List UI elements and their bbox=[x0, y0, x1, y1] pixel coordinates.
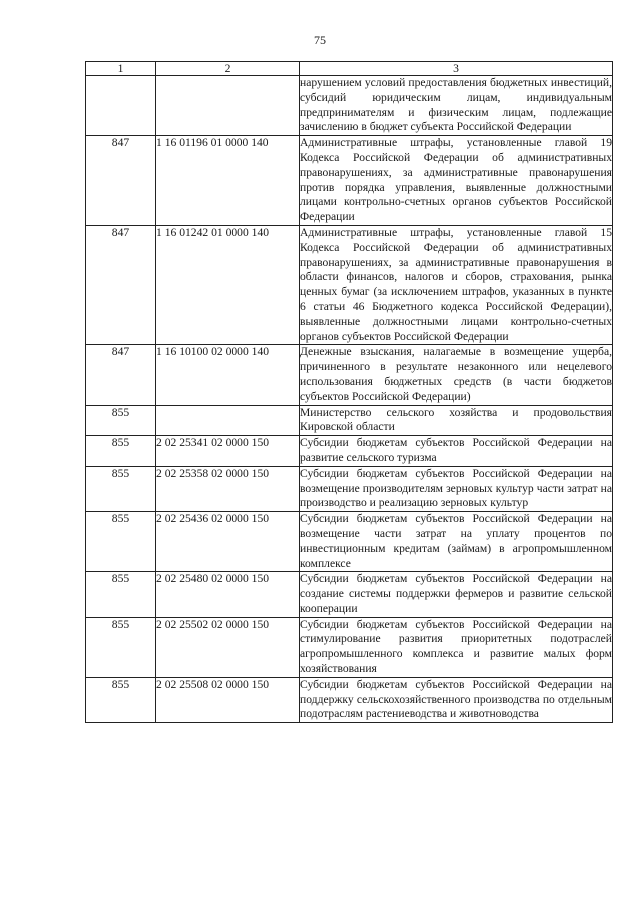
description-cell: нарушением условий предоставления бюджетных инвестиций, субсидий юридическим лицам, индивидуальным предпринимателям и физическим лицам, подлежащие зачислению в бюджет субъекта Российской Федерации bbox=[300, 76, 613, 136]
admin-code-cell: 855 bbox=[86, 405, 156, 436]
admin-code-cell: 855 bbox=[86, 466, 156, 511]
admin-code-cell: 855 bbox=[86, 512, 156, 572]
budget-code-cell: 2 02 25508 02 0000 150 bbox=[156, 677, 300, 722]
description-cell: Субсидии бюджетам субъектов Российской Федерации на развитие сельского туризма bbox=[300, 436, 613, 467]
admin-code-cell bbox=[86, 76, 156, 136]
table-row bbox=[86, 572, 613, 617]
page-number: 75 bbox=[314, 33, 326, 47]
description-cell: Субсидии бюджетам субъектов Российской Федерации на поддержку сельскохозяйственного производства по отдельным подотраслям растениеводства и животноводства bbox=[300, 677, 613, 722]
budget-code-cell: 2 02 25480 02 0000 150 bbox=[156, 572, 300, 617]
description-cell: Министерство сельского хозяйства и продовольствия Кировской области bbox=[300, 405, 613, 436]
admin-code-cell: 855 bbox=[86, 677, 156, 722]
table-row bbox=[86, 617, 613, 677]
column-header-3: 3 bbox=[300, 62, 613, 76]
description-cell: Денежные взыскания, налагаемые в возмещение ущерба, причиненного в результате незаконного или нецелевого использования бюджетных средств (в части бюджетов субъектов Российской Федерации) bbox=[300, 345, 613, 405]
budget-code-cell: 2 02 25341 02 0000 150 bbox=[156, 436, 300, 467]
table-row bbox=[86, 405, 613, 436]
column-header-1: 1 bbox=[86, 62, 156, 76]
budget-code-cell: 1 16 01242 01 0000 140 bbox=[156, 225, 300, 344]
budget-classification-table bbox=[85, 61, 613, 723]
description-cell: Субсидии бюджетам субъектов Российской Федерации на возмещение производителям зерновых культур части затрат на производство и реализацию зерновых культур bbox=[300, 466, 613, 511]
column-header-2: 2 bbox=[156, 62, 300, 76]
description-cell: Субсидии бюджетам субъектов Российской Федерации на возмещение части затрат на уплату процентов по инвестиционным кредитам (займам) в агропромышленном комплексе bbox=[300, 512, 613, 572]
budget-code-cell: 2 02 25436 02 0000 150 bbox=[156, 512, 300, 572]
budget-code-cell bbox=[156, 76, 300, 136]
budget-code-cell: 1 16 10100 02 0000 140 bbox=[156, 345, 300, 405]
admin-code-cell: 855 bbox=[86, 572, 156, 617]
admin-code-cell: 855 bbox=[86, 436, 156, 467]
table-header-row bbox=[86, 62, 613, 76]
table-row bbox=[86, 466, 613, 511]
table-row bbox=[86, 136, 613, 226]
table-row bbox=[86, 225, 613, 344]
budget-code-cell: 2 02 25358 02 0000 150 bbox=[156, 466, 300, 511]
budget-code-cell bbox=[156, 405, 300, 436]
budget-code-cell: 1 16 01196 01 0000 140 bbox=[156, 136, 300, 226]
table-row bbox=[86, 436, 613, 467]
description-cell: Административные штрафы, установленные главой 19 Кодекса Российской Федерации об административных правонарушениях, за административные правонарушения против порядка управления, выявленные должностными лицами контрольно-счетных органов субъектов Российской Федерации bbox=[300, 136, 613, 226]
admin-code-cell: 855 bbox=[86, 617, 156, 677]
description-cell: Субсидии бюджетам субъектов Российской Федерации на создание системы поддержки фермеров и развитие сельской кооперации bbox=[300, 572, 613, 617]
admin-code-cell: 847 bbox=[86, 136, 156, 226]
description-cell: Субсидии бюджетам субъектов Российской Федерации на стимулирование развития приоритетных подотраслей агропромышленного комплекса и развитие малых форм хозяйствования bbox=[300, 617, 613, 677]
table-row bbox=[86, 512, 613, 572]
budget-code-cell: 2 02 25502 02 0000 150 bbox=[156, 617, 300, 677]
table-row bbox=[86, 677, 613, 722]
table-row bbox=[86, 345, 613, 405]
admin-code-cell: 847 bbox=[86, 225, 156, 344]
table-row bbox=[86, 76, 613, 136]
admin-code-cell: 847 bbox=[86, 345, 156, 405]
description-cell: Административные штрафы, установленные главой 15 Кодекса Российской Федерации об административных правонарушениях, за административные правонарушения в области финансов, налогов и сборов, страхования, рынка ценных бумаг (за исключением штрафов, указанных в пункте 6 статьи 46 Бюджетного кодекса Российской Федерации), выявленные должностными лицами контрольно-счетных органов субъектов Российской Федерации bbox=[300, 225, 613, 344]
